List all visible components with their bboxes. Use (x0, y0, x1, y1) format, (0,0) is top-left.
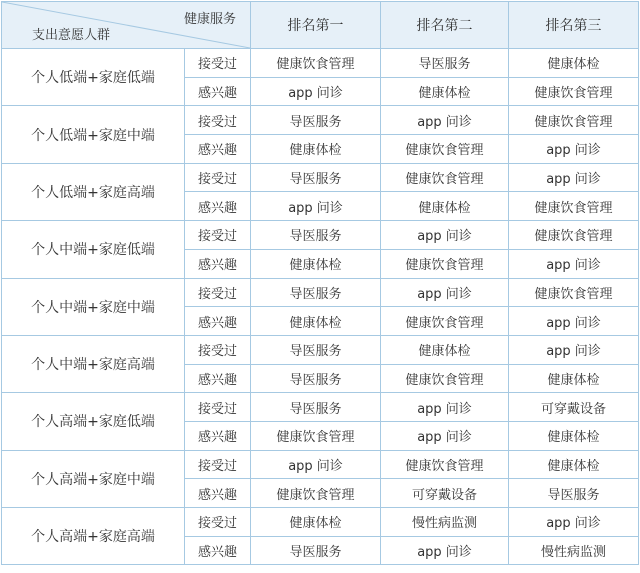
rank-2-cell: 健康饮食管理 (381, 163, 509, 192)
table-row (2, 106, 639, 135)
row-type-cell: 接受过 (185, 106, 251, 135)
rank-2-cell: 可穿戴设备 (381, 479, 509, 508)
row-type-cell: 感兴趣 (185, 135, 251, 164)
rank-1-cell: 导医服务 (251, 335, 381, 364)
corner-bottom-label: 支出意愿人群 (32, 28, 111, 43)
rank-2-cell: 健康体检 (381, 335, 509, 364)
rank-1-cell: 导医服务 (251, 364, 381, 393)
row-type-cell: 感兴趣 (185, 421, 251, 450)
rank-1-cell: 健康体检 (251, 307, 381, 336)
row-type-cell: 感兴趣 (185, 77, 251, 106)
group-name-cell: 个人高端+家庭中端 (2, 450, 185, 507)
table-body (2, 49, 639, 565)
rank-3-cell: 慢性病监测 (509, 536, 639, 565)
rank-2-cell: 健康体检 (381, 77, 509, 106)
rank-1-cell: 导医服务 (251, 393, 381, 422)
row-type-cell: 感兴趣 (185, 364, 251, 393)
row-type-cell: 感兴趣 (185, 479, 251, 508)
rank-1-cell: 导医服务 (251, 163, 381, 192)
group-name-cell: 个人中端+家庭高端 (2, 335, 185, 392)
rank-3-cell: app 问诊 (509, 249, 639, 278)
rank-1-cell: app 问诊 (251, 450, 381, 479)
rank-3-cell: 导医服务 (509, 479, 639, 508)
ranking-table (1, 1, 639, 565)
rank-1-cell: 健康饮食管理 (251, 421, 381, 450)
rank-3-cell: 健康体检 (509, 450, 639, 479)
rank-2-cell: 健康饮食管理 (381, 364, 509, 393)
rank-3-header: 排名第三 (509, 2, 639, 49)
rank-2-cell: 导医服务 (381, 49, 509, 78)
group-name-cell: 个人低端+家庭高端 (2, 163, 185, 220)
rank-2-cell: 慢性病监测 (381, 508, 509, 537)
rank-2-cell: 健康饮食管理 (381, 249, 509, 278)
rank-3-cell: 健康体检 (509, 364, 639, 393)
rank-1-cell: 健康体检 (251, 249, 381, 278)
table-row (2, 163, 639, 192)
row-type-cell: 接受过 (185, 508, 251, 537)
rank-3-cell: app 问诊 (509, 163, 639, 192)
rank-2-header: 排名第二 (381, 2, 509, 49)
rank-1-cell: 导医服务 (251, 536, 381, 565)
row-type-cell: 感兴趣 (185, 536, 251, 565)
group-name-cell: 个人低端+家庭低端 (2, 49, 185, 106)
group-name-cell: 个人高端+家庭低端 (2, 393, 185, 450)
rank-3-cell: 健康饮食管理 (509, 278, 639, 307)
rank-1-cell: 健康饮食管理 (251, 479, 381, 508)
row-type-cell: 接受过 (185, 221, 251, 250)
table-row (2, 335, 639, 364)
row-type-cell: 接受过 (185, 450, 251, 479)
table-row (2, 221, 639, 250)
rank-3-cell: 健康体检 (509, 49, 639, 78)
rank-2-cell: 健康体检 (381, 192, 509, 221)
rank-3-cell: 健康饮食管理 (509, 192, 639, 221)
rank-3-cell: 可穿戴设备 (509, 393, 639, 422)
row-type-cell: 接受过 (185, 278, 251, 307)
rank-1-cell: app 问诊 (251, 192, 381, 221)
rank-3-cell: 健康体检 (509, 421, 639, 450)
row-type-cell: 接受过 (185, 49, 251, 78)
rank-3-cell: 健康饮食管理 (509, 106, 639, 135)
rank-1-cell: 导医服务 (251, 221, 381, 250)
row-type-cell: 感兴趣 (185, 192, 251, 221)
table-row (2, 49, 639, 78)
header-row (2, 2, 639, 49)
rank-1-cell: app 问诊 (251, 77, 381, 106)
table-row (2, 393, 639, 422)
table-row (2, 450, 639, 479)
row-type-cell: 接受过 (185, 163, 251, 192)
row-type-cell: 接受过 (185, 335, 251, 364)
rank-3-cell: app 问诊 (509, 508, 639, 537)
table-row (2, 278, 639, 307)
rank-2-cell: app 问诊 (381, 278, 509, 307)
rank-2-cell: 健康饮食管理 (381, 135, 509, 164)
group-name-cell: 个人高端+家庭高端 (2, 508, 185, 565)
rank-1-cell: 健康体检 (251, 135, 381, 164)
corner-top-label: 健康服务 (183, 12, 236, 27)
table-row (2, 508, 639, 537)
rank-3-cell: 健康饮食管理 (509, 221, 639, 250)
rank-3-cell: app 问诊 (509, 307, 639, 336)
row-type-cell: 感兴趣 (185, 307, 251, 336)
rank-1-cell: 导医服务 (251, 278, 381, 307)
rank-3-cell: 健康饮食管理 (509, 77, 639, 106)
rank-1-header: 排名第一 (251, 2, 381, 49)
rank-3-cell: app 问诊 (509, 135, 639, 164)
group-name-cell: 个人低端+家庭中端 (2, 106, 185, 163)
rank-2-cell: app 问诊 (381, 536, 509, 565)
group-name-cell: 个人中端+家庭中端 (2, 278, 185, 335)
rank-3-cell: app 问诊 (509, 335, 639, 364)
rank-1-cell: 健康饮食管理 (251, 49, 381, 78)
row-type-cell: 接受过 (185, 393, 251, 422)
rank-2-cell: app 问诊 (381, 393, 509, 422)
rank-1-cell: 导医服务 (251, 106, 381, 135)
rank-2-cell: app 问诊 (381, 106, 509, 135)
group-name-cell: 个人中端+家庭低端 (2, 221, 185, 278)
row-type-cell: 感兴趣 (185, 249, 251, 278)
rank-2-cell: 健康饮食管理 (381, 307, 509, 336)
rank-2-cell: 健康饮食管理 (381, 450, 509, 479)
rank-1-cell: 健康体检 (251, 508, 381, 537)
rank-2-cell: app 问诊 (381, 421, 509, 450)
corner-header-cell (2, 2, 251, 49)
rank-2-cell: app 问诊 (381, 221, 509, 250)
